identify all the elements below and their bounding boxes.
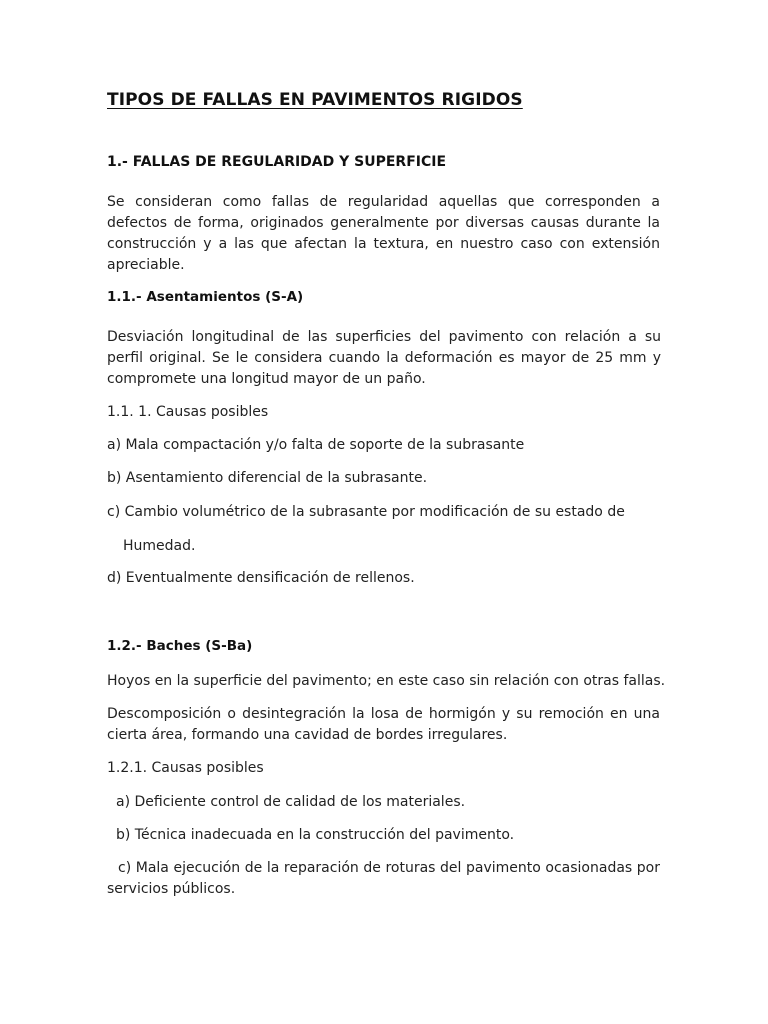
cause-item: b) Técnica inadecuada en la construcción del pavimento. (116, 827, 515, 843)
cause-item: a) Deficiente control de calidad de los materiales. (116, 794, 466, 810)
section-1-1-heading: 1.1.- Asentamientos (S-A) (107, 289, 304, 305)
section-1-intro: Se consideran como fallas de regularidad aquellas que corresponden a defectos de forma, originados generalmente por diversas causas durante la construcción y a las que afectan la textura, en nuestro caso con extensión apreciable. (107, 194, 660, 273)
cause-item: d) Eventualmente densificación de rellenos. (107, 570, 415, 586)
section-1-1-causes-title: 1.1. 1. Causas posibles (107, 404, 269, 420)
section-1-2-description-1: Hoyos en la superficie del pavimento; en este caso sin relación con otras fallas. (107, 673, 666, 689)
cause-item-continuation: Humedad. (123, 538, 196, 554)
cause-item: c) Mala ejecución de la reparación de roturas del pavimento ocasionadas por servicios públicos. (107, 860, 660, 897)
cause-item: a) Mala compactación y/o falta de soporte de la subrasante (107, 437, 525, 453)
section-1-1-description: Desviación longitudinal de las superficies del pavimento con relación a su perfil original. Se le considera cuando la deformación es mayor de 25 mm y compromete una longitud mayor de un paño. (107, 329, 661, 387)
section-1-2-causes-title: 1.2.1. Causas posibles (107, 760, 264, 776)
cause-item: b) Asentamiento diferencial de la subrasante. (107, 470, 428, 486)
cause-item: c) Cambio volumétrico de la subrasante por modificación de su estado de (107, 504, 625, 520)
document-title: TIPOS DE FALLAS EN PAVIMENTOS RIGIDOS (107, 90, 523, 110)
section-1-heading: 1.- FALLAS DE REGULARIDAD Y SUPERFICIE (107, 154, 447, 170)
section-1-2-description-2: Descomposición o desintegración la losa de hormigón y su remoción en una cierta área, formando una cavidad de bordes irregulares. (107, 706, 660, 743)
section-1-2-heading: 1.2.- Baches (S-Ba) (107, 638, 253, 654)
